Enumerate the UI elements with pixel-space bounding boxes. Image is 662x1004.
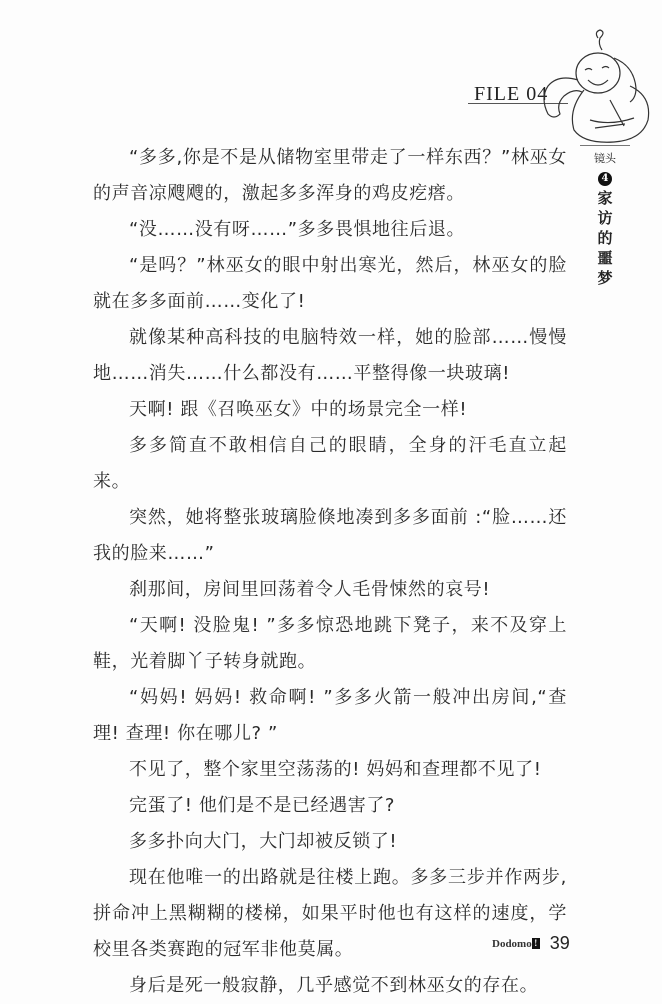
brand-name: Dodomo: [492, 937, 532, 950]
paragraph: 多多简直不敢相信自己的眼睛，全身的汗毛直立起来。: [93, 435, 567, 492]
paragraph: 不见了，整个家里空荡荡的! 妈妈和查理都不见了!: [129, 759, 542, 780]
chapter-prefix: 镜头: [594, 152, 616, 165]
cartoon-mascot-illustration: [540, 28, 660, 146]
paragraph: 现在他唯一的出路就是往楼上跑。多多三步并作两步, 拼命冲上黑糊糊的楼梯，如果平时他也有这样的速度，学校里各类赛跑的冠军非他莫属。: [93, 867, 567, 960]
side-rule: [580, 145, 630, 146]
paragraph: “妈妈! 妈妈! 救命啊! ”多多火箭一般冲出房间,“查理! 查理! 你在哪儿? ”: [93, 687, 567, 744]
page-number: 39: [549, 933, 570, 953]
paragraph: “多多,你是不是从储物室里带走了一样东西？”林巫女的声音凉飕飕的，激起多多浑身的鸡皮疙瘩。: [93, 147, 567, 204]
paragraph: “天啊! 没脸鬼! ”多多惊恐地跳下凳子，来不及穿上鞋，光着脚丫子转身就跑。: [93, 615, 567, 672]
chapter-title-char: 访: [597, 209, 613, 227]
paragraph: 就像某种高科技的电脑特效一样，她的脸部……慢慢地……消失……什么都没有……平整得像一块玻璃!: [93, 327, 567, 384]
chapter-number-badge: 4: [598, 172, 612, 186]
paragraph: 刹那间，房间里回荡着令人毛骨悚然的哀号!: [129, 579, 491, 600]
file-label: FILE 04: [474, 83, 549, 105]
chapter-title-char: 梦: [597, 269, 613, 287]
chapter-title-char: 家: [597, 189, 613, 207]
brand-badge: !: [532, 938, 540, 949]
paragraph: 多多扑向大门，大门却被反锁了!: [129, 831, 398, 852]
paragraph: 天啊! 跟《召唤巫女》中的场景完全一样!: [129, 399, 468, 420]
series-brand: [492, 938, 540, 950]
page-footer: [492, 933, 570, 954]
chapter-heading: [590, 150, 620, 288]
chapter-title-char: 的: [597, 229, 613, 247]
chapter-title-char: 噩: [597, 249, 613, 267]
paragraph: “是吗？”林巫女的眼中射出寒光，然后，林巫女的脸就在多多面前……变化了!: [93, 255, 567, 312]
paragraph: 完蛋了! 他们是不是已经遇害了?: [129, 795, 396, 816]
paragraph: 突然，她将整张玻璃脸倏地凑到多多面前 :“脸……还我的脸来……”: [93, 507, 567, 564]
paragraph: 身后是死一般寂静，几乎感觉不到林巫女的存在。: [129, 975, 539, 996]
paragraph: “没……没有呀……”多多畏惧地往后退。: [129, 219, 466, 240]
body-text: [93, 140, 567, 1004]
